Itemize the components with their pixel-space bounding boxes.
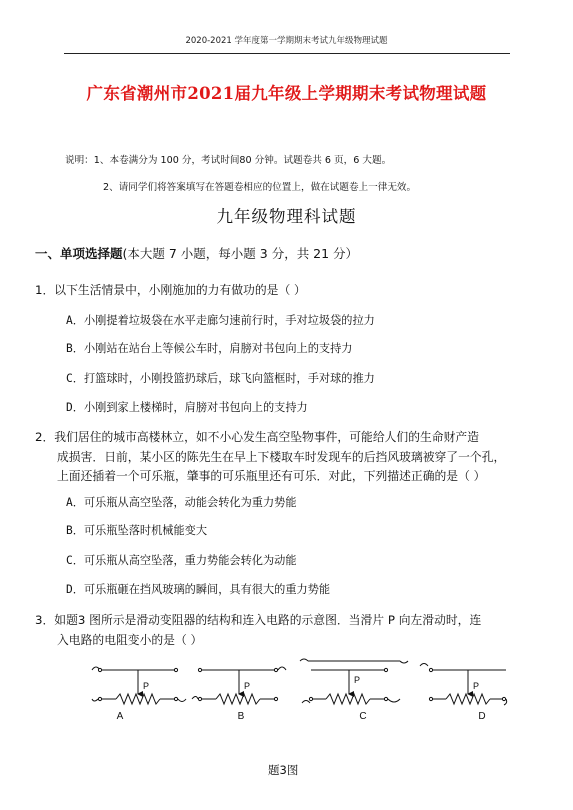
question-2-stem-line-3: 上面还插着一个可乐瓶，肇事的可乐瓶里还有可乐．对此，下列描述正确的是（ ） xyxy=(57,469,486,483)
question-1-option-c: C．打篮球时，小刚投篮扔球后，球飞向篮框时，手对球的推力 xyxy=(66,372,375,385)
question-1-option-a: A．小刚提着垃圾袋在水平走廊匀速前行时，手对垃圾袋的拉力 xyxy=(66,314,375,327)
note-line-2: 2、请同学们将答案填写在答题卷相应的位置上，做在试题卷上一律无效。 xyxy=(103,182,417,193)
question-2-option-d: D．可乐瓶砸在挡风玻璃的瞬间，具有很大的重力势能 xyxy=(66,583,331,596)
question-1-option-b: B．小刚站在站台上等候公车时，肩膀对书包向上的支持力 xyxy=(66,342,353,355)
paper-subtitle: 九年级物理科试题 xyxy=(216,207,357,226)
section-heading xyxy=(35,244,358,262)
question-1-stem: 1．以下生活情景中，小刚施加的力有做功的是（ ） xyxy=(35,283,306,297)
diagram-label-d: D xyxy=(478,711,486,722)
question-2-stem-line-2: 成损害．日前，某小区的陈先生在早上下楼取车时发现车的后挡风玻璃被穿了一个孔， xyxy=(57,450,506,464)
question-2-stem-line-1: 2．我们居住的城市高楼林立，如不小心发生高空坠物事件，可能给人们的生命财产造 xyxy=(35,430,479,444)
rheostat-diagram-d xyxy=(420,664,507,706)
figure-caption: 题3图 xyxy=(268,763,299,777)
page-header: 2020-2021 学年度第一学期期末考试九年级物理试题 xyxy=(185,36,388,46)
slider-label-c: P xyxy=(354,675,361,685)
question-2-option-c: C．可乐瓶从高空坠落，重力势能会转化为动能 xyxy=(66,554,297,567)
rheostat-figure xyxy=(88,655,508,763)
question-2-option-a: A．可乐瓶从高空坠落，动能会转化为重力势能 xyxy=(66,496,297,509)
note-line-1: 说明：1、本卷满分为 100 分，考试时间80 分钟。试题卷共 6 页，6 大题。 xyxy=(65,155,392,166)
rheostat-diagram-a xyxy=(92,667,186,704)
question-3-stem-line-1: 3．如题3 图所示是滑动变阻器的结构和连入电路的示意图．当滑片 P 向左滑动时，连 xyxy=(35,613,482,627)
section-title: 一、单项选择题 xyxy=(35,246,123,261)
exam-title: 广东省潮州市2021届九年级上学期期末考试物理试题 xyxy=(86,84,487,103)
section-detail: (本大题 7 小题，每小题 3 分，共 21 分） xyxy=(122,246,359,261)
slider-label-a: P xyxy=(143,681,150,691)
question-2-option-b: B．可乐瓶坠落时机械能变大 xyxy=(66,524,208,537)
header-divider xyxy=(64,53,510,54)
diagram-label-a: A xyxy=(116,711,124,722)
question-3-stem-line-2: 入电路的电阻变小的是（ ） xyxy=(57,633,203,647)
diagram-label-c: C xyxy=(359,711,367,722)
slider-label-d: P xyxy=(473,681,480,691)
slider-label-b: P xyxy=(244,681,251,691)
diagram-label-b: B xyxy=(237,711,245,722)
question-1-option-d: D．小刚到家上楼梯时，肩膀对书包向上的支持力 xyxy=(66,401,308,414)
rheostat-diagram-b xyxy=(192,667,286,704)
